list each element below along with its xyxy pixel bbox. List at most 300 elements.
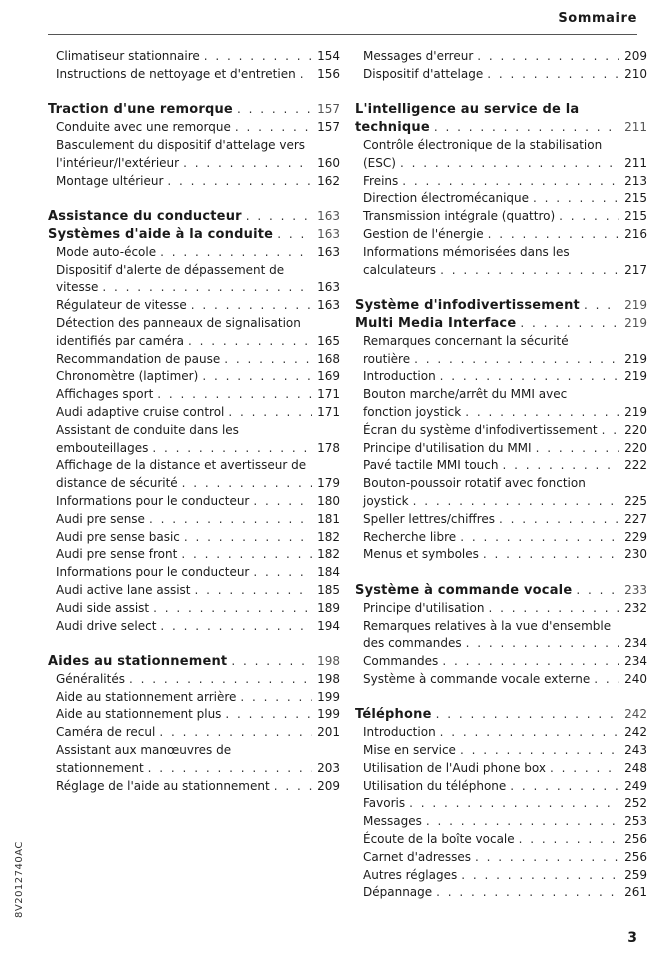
dot-leader	[434, 119, 619, 137]
toc-entry-continued-line: Affichage de la distance et avertisseur de	[56, 458, 307, 473]
toc-entry-label: Système à commande vocale externe	[363, 671, 591, 686]
toc-section-heading[interactable]	[48, 101, 340, 119]
toc-entry[interactable]	[56, 173, 340, 191]
toc-page-number: 168	[317, 351, 340, 366]
toc-entry-label: Audi pre sense front	[56, 547, 178, 562]
toc-entry-continued-line: Bouton marche/arrêt du MMI avec	[363, 387, 568, 402]
toc-entry-label: technique	[355, 120, 430, 136]
toc-entry[interactable]	[56, 351, 340, 369]
toc-entry-label: embouteillages	[56, 440, 149, 455]
toc-page-number: 220	[624, 440, 647, 455]
toc-entry[interactable]	[363, 404, 647, 422]
toc-entry-continued-line: Détection des panneaux de signalisation	[56, 315, 301, 330]
dot-leader	[409, 795, 619, 813]
toc-entry[interactable]	[363, 226, 647, 244]
dot-leader	[160, 244, 312, 262]
dot-leader	[202, 368, 312, 386]
toc-entry-label: Principe d'utilisation du MMI	[363, 440, 532, 455]
dot-leader	[253, 493, 312, 511]
dot-leader	[584, 297, 619, 315]
toc-entry-label: Introduction	[363, 725, 436, 740]
toc-entry-label: Recommandation de pause	[56, 351, 221, 366]
toc-entry[interactable]	[56, 529, 340, 547]
dot-leader	[465, 404, 619, 422]
toc-entry[interactable]	[363, 813, 647, 831]
dot-leader	[475, 849, 619, 867]
toc-entry-label: Dépannage	[363, 885, 433, 900]
toc-entry[interactable]	[363, 440, 647, 458]
toc-entry-label: Informations pour le conducteur	[56, 565, 250, 580]
toc-entry[interactable]	[56, 671, 340, 689]
toc-entry-label: Speller lettres/chiffres	[363, 511, 495, 526]
toc-entry[interactable]	[363, 173, 647, 191]
toc-page-number: 242	[624, 707, 647, 722]
toc-entry[interactable]	[56, 493, 340, 511]
toc-section-heading[interactable]	[355, 582, 647, 600]
toc-page-number: 184	[317, 565, 340, 580]
dot-leader	[499, 511, 619, 529]
toc-page-number: 194	[317, 618, 340, 633]
dot-leader	[550, 760, 619, 778]
toc-page-number: 222	[624, 458, 647, 473]
toc-entry[interactable]	[56, 778, 340, 796]
toc-entry-label: Principe d'utilisation	[363, 600, 485, 615]
toc-page-number: 252	[624, 796, 647, 811]
toc-entry-label: l'intérieur/l'extérieur	[56, 155, 180, 170]
toc-entry[interactable]	[363, 48, 647, 66]
toc-entry-label: Écran du système d'infodivertissement	[363, 422, 598, 437]
toc-page-number: 217	[624, 262, 647, 277]
toc-entry-label: Aides au stationnement	[48, 654, 228, 670]
dot-leader	[519, 831, 619, 849]
toc-entry[interactable]	[363, 742, 647, 760]
toc-entry-label: Aide au stationnement arrière	[56, 689, 237, 704]
toc-entry-label: Multi Media Interface	[355, 315, 517, 331]
toc-entry[interactable]	[56, 582, 340, 600]
dot-leader	[102, 279, 312, 297]
toc-page-number: 162	[317, 173, 340, 188]
toc-entry[interactable]	[363, 795, 647, 813]
dot-leader	[157, 386, 312, 404]
toc-entry-label: Affichages sport	[56, 387, 154, 402]
toc-page-number: 215	[624, 209, 647, 224]
toc-page-number: 215	[624, 191, 647, 206]
dot-leader	[602, 422, 619, 440]
toc-page-number: 178	[317, 440, 340, 455]
toc-section-heading[interactable]	[355, 119, 647, 137]
dot-leader	[436, 706, 619, 724]
dot-leader	[576, 582, 619, 600]
toc-entry-label: Mise en service	[363, 743, 456, 758]
toc-section-heading[interactable]	[355, 297, 647, 315]
toc-entry[interactable]	[363, 653, 647, 671]
toc-entry-label: Système d'infodivertissement	[355, 298, 580, 314]
toc-page-number: 182	[317, 529, 340, 544]
toc-page-number: 219	[624, 315, 647, 330]
toc-page-number: 154	[317, 49, 340, 63]
toc-page-number: 171	[317, 404, 340, 419]
toc-entry-label: Chronomètre (laptimer)	[56, 369, 199, 384]
toc-entry[interactable]	[56, 297, 340, 315]
toc-entry-label: (ESC)	[363, 155, 396, 170]
toc-entry-label: Aide au stationnement plus	[56, 707, 222, 722]
toc-gap	[363, 564, 647, 582]
toc-page-number: 233	[624, 582, 647, 597]
toc-entry-continued-line: Basculement du dispositif d'attelage vers	[56, 137, 306, 152]
toc-entry-label: Audi drive select	[56, 618, 157, 633]
toc-entry[interactable]	[56, 48, 340, 66]
toc-entry[interactable]	[56, 368, 340, 386]
toc-page-number: 199	[317, 707, 340, 722]
toc-entry[interactable]	[363, 884, 647, 902]
dot-leader	[129, 671, 312, 689]
toc-entry-continued-line: Remarques relatives à la vue d'ensemble	[363, 618, 612, 633]
toc-page-number: 180	[317, 493, 340, 508]
dot-leader	[300, 66, 312, 84]
toc-section-heading[interactable]	[355, 706, 647, 724]
toc-entry[interactable]	[363, 867, 647, 885]
dot-leader	[246, 208, 312, 226]
dot-leader	[477, 48, 619, 66]
toc-right-column	[355, 48, 647, 902]
toc-entry[interactable]	[56, 475, 340, 493]
toc-page-number: 179	[317, 476, 340, 491]
toc-entry-label: Menus et symboles	[363, 547, 479, 562]
toc-page-number: 253	[624, 814, 647, 829]
toc-entry[interactable]	[363, 190, 647, 208]
dot-leader	[426, 813, 619, 831]
toc-entry-label: Audi pre sense basic	[56, 529, 180, 544]
toc-entry[interactable]	[363, 849, 647, 867]
toc-entry-label: Informations pour le conducteur	[56, 493, 250, 508]
header-divider	[48, 34, 637, 35]
toc-entry-label: distance de sécurité	[56, 476, 178, 491]
dot-leader	[182, 475, 312, 493]
toc-page-number: 230	[624, 547, 647, 562]
dot-leader	[488, 600, 619, 618]
toc-left-column	[48, 48, 340, 795]
toc-entry-label: Audi adaptive cruise control	[56, 404, 225, 419]
toc-page-number: 163	[317, 280, 340, 295]
dot-leader	[167, 173, 312, 191]
toc-entry-label: Climatiseur stationnaire	[56, 49, 200, 63]
toc-page-number: 160	[317, 155, 340, 170]
toc-page-number: 225	[624, 493, 647, 508]
toc-page-number: 163	[317, 298, 340, 313]
toc-page-number: 234	[624, 654, 647, 669]
toc-page-number: 210	[624, 66, 647, 81]
toc-entry[interactable]	[363, 262, 647, 280]
toc-entry-continued-line: Assistant de conduite dans les	[56, 422, 239, 437]
dot-leader	[240, 689, 312, 707]
dot-leader	[503, 457, 620, 475]
toc-entry-label: Audi side assist	[56, 600, 150, 615]
toc-page-number: 243	[624, 743, 647, 758]
toc-entry-label: identifiés par caméra	[56, 333, 185, 348]
toc-entry-label: Assistance du conducteur	[48, 209, 242, 225]
dot-leader	[400, 155, 619, 173]
document-code: 8V2012740AC	[14, 841, 25, 918]
toc-entry[interactable]	[56, 511, 340, 529]
toc-entry[interactable]	[363, 457, 647, 475]
toc-page-number: 242	[624, 725, 647, 740]
toc-page-number: 240	[624, 671, 647, 686]
toc-entry[interactable]	[56, 724, 340, 742]
dot-leader	[225, 706, 312, 724]
toc-entry-label: Introduction	[363, 369, 436, 384]
dot-leader	[413, 493, 619, 511]
toc-gap	[56, 190, 340, 208]
toc-entry-label: Audi pre sense	[56, 511, 145, 526]
dot-leader	[195, 582, 312, 600]
dot-leader	[414, 351, 619, 369]
toc-entry-label: Généralités	[56, 671, 125, 686]
toc-page-number: 181	[317, 511, 340, 526]
toc-gap	[56, 84, 340, 102]
toc-entry[interactable]	[56, 279, 340, 297]
toc-entry[interactable]	[56, 66, 340, 84]
toc-entry-label: Pavé tactile MMI touch	[363, 458, 499, 473]
toc-page-number: 203	[317, 760, 340, 775]
toc-entry[interactable]	[363, 66, 647, 84]
toc-entry-label: Caméra de recul	[56, 725, 156, 740]
toc-section-heading[interactable]	[48, 226, 340, 244]
toc-page-number: 211	[624, 120, 647, 135]
dot-leader	[204, 48, 312, 66]
toc-entry-label: stationnement	[56, 760, 144, 775]
toc-page-number: 229	[624, 529, 647, 544]
toc-entry[interactable]	[363, 778, 647, 796]
toc-entry[interactable]	[363, 493, 647, 511]
toc-entry[interactable]	[56, 155, 340, 173]
dot-leader	[159, 724, 312, 742]
toc-page-number: 182	[317, 547, 340, 562]
toc-entry[interactable]	[363, 760, 647, 778]
toc-entry[interactable]	[56, 119, 340, 137]
toc-entry[interactable]	[56, 386, 340, 404]
toc-page-number: 216	[624, 226, 647, 241]
page-number: 3	[627, 930, 637, 946]
toc-entry-label: vitesse	[56, 280, 99, 295]
toc-page-number: 211	[624, 155, 647, 170]
dot-leader	[520, 315, 619, 333]
toc-page-number: 163	[317, 226, 340, 241]
dot-leader	[183, 155, 312, 173]
toc-entry[interactable]	[363, 546, 647, 564]
toc-page-number: 249	[624, 778, 647, 793]
toc-entry[interactable]	[363, 368, 647, 386]
dot-leader	[440, 724, 619, 742]
dot-leader	[181, 546, 312, 564]
toc-page-number: 259	[624, 867, 647, 882]
toc-page-number: 219	[624, 298, 647, 313]
toc-page-number: 163	[317, 209, 340, 224]
toc-section-heading[interactable]	[48, 208, 340, 226]
toc-section-heading[interactable]	[48, 653, 340, 671]
toc-page-number: 157	[317, 102, 340, 117]
toc-page-number: 198	[317, 671, 340, 686]
toc-entry-continued-line: Remarques concernant la sécurité	[363, 333, 569, 348]
dot-leader	[277, 226, 312, 244]
toc-entry-label: Utilisation du téléphone	[363, 778, 507, 793]
toc-page-number: 165	[317, 333, 340, 348]
toc-entry[interactable]	[56, 440, 340, 458]
dot-leader	[466, 635, 619, 653]
toc-section-heading[interactable]	[355, 315, 647, 333]
toc-page-number: 163	[317, 244, 340, 259]
toc-entry-label: Carnet d'adresses	[363, 849, 472, 864]
toc-entry[interactable]	[363, 671, 647, 689]
toc-gap	[363, 279, 647, 297]
toc-entry-label: joystick	[363, 493, 409, 508]
dot-leader	[533, 190, 619, 208]
toc-entry[interactable]	[56, 760, 340, 778]
toc-entry-label: Traction d'une remorque	[48, 102, 233, 118]
dot-leader	[487, 66, 619, 84]
dot-leader	[188, 333, 312, 351]
dot-leader	[594, 671, 619, 689]
toc-page-number: 171	[317, 387, 340, 402]
toc-entry-label: Conduite avec une remorque	[56, 120, 231, 135]
toc-entry-label: calculateurs	[363, 262, 437, 277]
toc-page-number: 227	[624, 511, 647, 526]
dot-leader	[559, 208, 619, 226]
toc-entry-label: Audi active lane assist	[56, 582, 191, 597]
dot-leader	[274, 778, 312, 796]
toc-entry[interactable]	[363, 724, 647, 742]
dot-leader	[237, 101, 312, 119]
toc-entry[interactable]	[363, 208, 647, 226]
toc-page-number: 199	[317, 689, 340, 704]
toc-page-number: 198	[317, 654, 340, 669]
dot-leader	[460, 742, 619, 760]
dot-leader	[153, 600, 312, 618]
toc-entry-label: Systèmes d'aide à la conduite	[48, 226, 274, 242]
toc-entry[interactable]	[56, 404, 340, 422]
toc-page-number: 185	[317, 582, 340, 597]
toc-entry-label: Direction électromécanique	[363, 191, 530, 206]
dot-leader	[235, 119, 312, 137]
page-header-title: Sommaire	[558, 11, 637, 26]
toc-page-number: 209	[624, 49, 647, 63]
dot-leader	[536, 440, 619, 458]
toc-entry-label: Commandes	[363, 654, 439, 669]
toc-entry[interactable]	[363, 351, 647, 369]
dot-leader	[440, 368, 619, 386]
toc-entry-label: Réglage de l'aide au stationnement	[56, 778, 270, 793]
toc-page-number: 220	[624, 422, 647, 437]
toc-page-number: 157	[317, 120, 340, 135]
toc-page-number: 213	[624, 173, 647, 188]
toc-entry-label: Régulateur de vitesse	[56, 298, 187, 313]
toc-entry[interactable]	[363, 600, 647, 618]
dot-leader	[440, 262, 619, 280]
toc-entry[interactable]	[363, 422, 647, 440]
toc-entry-label: Messages	[363, 814, 422, 829]
toc-entry[interactable]	[56, 244, 340, 262]
toc-entry-label: des commandes	[363, 636, 462, 651]
toc-page-number: 256	[624, 849, 647, 864]
toc-gap	[56, 635, 340, 653]
toc-page-number: 261	[624, 885, 647, 900]
toc-entry-continued-line: Informations mémorisées dans les	[363, 244, 570, 259]
toc-entry[interactable]	[56, 564, 340, 582]
toc-entry-label: routière	[363, 351, 411, 366]
toc-entry[interactable]	[56, 689, 340, 707]
toc-entry-label: Dispositif d'attelage	[363, 66, 484, 81]
toc-page-number: 201	[317, 725, 340, 740]
toc-entry-continued-line: Bouton-poussoir rotatif avec fonction	[363, 476, 586, 491]
toc-page-number: 248	[624, 760, 647, 775]
toc-page-number: 219	[624, 351, 647, 366]
toc-entry-label: Instructions de nettoyage et d'entretien	[56, 66, 296, 81]
dot-leader	[442, 653, 619, 671]
toc-page-number: 189	[317, 600, 340, 615]
toc-gap	[363, 84, 647, 102]
toc-entry[interactable]	[56, 600, 340, 618]
dot-leader	[488, 226, 619, 244]
toc-entry[interactable]	[56, 706, 340, 724]
toc-entry[interactable]	[363, 155, 647, 173]
toc-page-number: 209	[317, 778, 340, 793]
dot-leader	[184, 529, 312, 547]
dot-leader	[160, 618, 312, 636]
dot-leader	[460, 529, 619, 547]
toc-entry-continued-line: Assistant aux manœuvres de	[56, 743, 232, 758]
toc-page-number: 256	[624, 832, 647, 847]
toc-entry[interactable]	[363, 635, 647, 653]
dot-leader	[402, 173, 619, 191]
toc-entry-label: Mode auto-école	[56, 244, 157, 259]
dot-leader	[152, 440, 312, 458]
toc-entry-continued-line: Contrôle électronique de la stabilisation	[363, 137, 603, 152]
dot-leader	[231, 653, 312, 671]
toc-page-number: 219	[624, 369, 647, 384]
toc-page-number: 169	[317, 369, 340, 384]
toc-page-number: 156	[317, 66, 340, 81]
toc-section-title-line: L'intelligence au service de la	[355, 102, 580, 118]
toc-entry[interactable]	[56, 333, 340, 351]
toc-entry-label: Recherche libre	[363, 529, 457, 544]
dot-leader	[461, 867, 619, 885]
toc-gap	[363, 689, 647, 707]
toc-entry-continued-line: Dispositif d'alerte de dépassement de	[56, 262, 285, 277]
toc-entry-label: Utilisation de l'Audi phone box	[363, 760, 546, 775]
toc-entry-label: Autres réglages	[363, 867, 458, 882]
dot-leader	[224, 351, 312, 369]
toc-page-number: 232	[624, 600, 647, 615]
toc-entry[interactable]	[363, 831, 647, 849]
toc-entry[interactable]	[56, 618, 340, 636]
toc-page-number: 234	[624, 636, 647, 651]
dot-leader	[228, 404, 312, 422]
toc-entry-label: Favoris	[363, 796, 406, 811]
toc-entry-label: Gestion de l'énergie	[363, 226, 484, 241]
dot-leader	[148, 760, 312, 778]
toc-entry-label: Messages d'erreur	[363, 49, 474, 63]
dot-leader	[436, 884, 619, 902]
toc-entry-label: fonction joystick	[363, 404, 462, 419]
toc-entry[interactable]	[56, 546, 340, 564]
toc-entry[interactable]	[363, 529, 647, 547]
dot-leader	[483, 546, 619, 564]
dot-leader	[253, 564, 312, 582]
toc-entry[interactable]	[363, 511, 647, 529]
toc-entry-label: Écoute de la boîte vocale	[363, 832, 515, 847]
toc-entry-label: Freins	[363, 173, 399, 188]
toc-entry-label: Montage ultérieur	[56, 173, 164, 188]
dot-leader	[191, 297, 312, 315]
